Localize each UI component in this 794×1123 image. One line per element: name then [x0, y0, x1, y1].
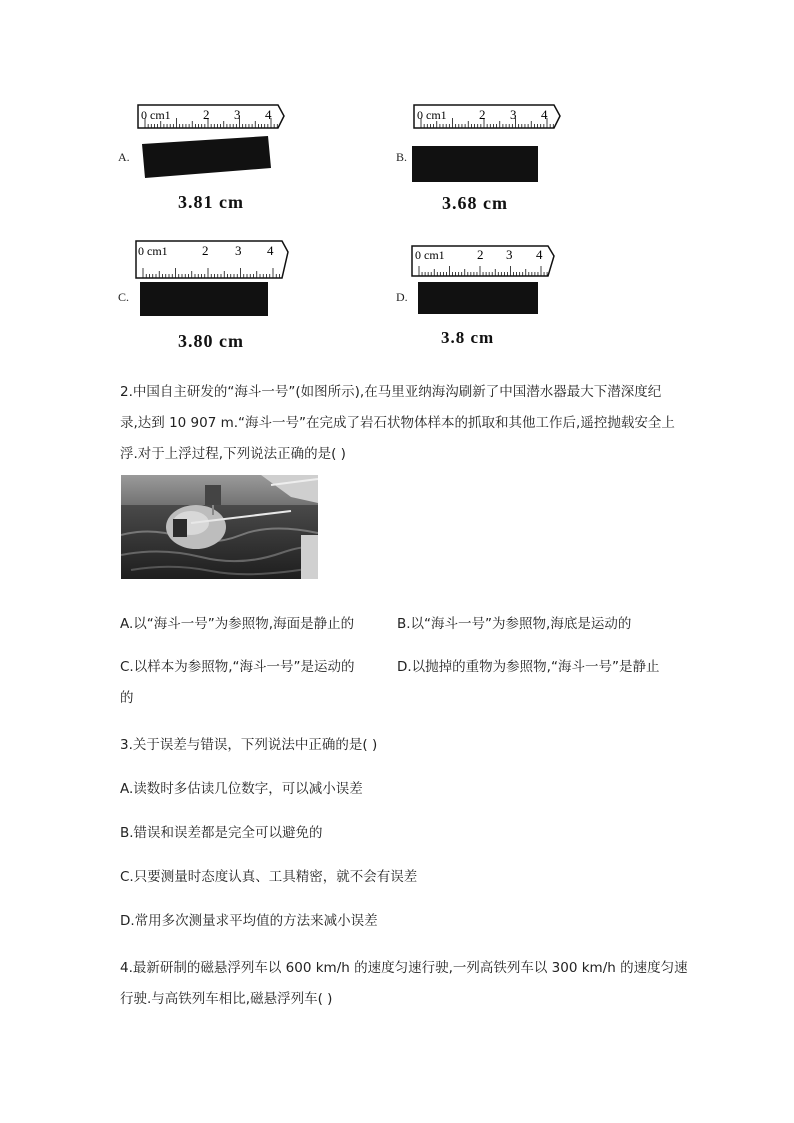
- q2-option-a: A.以“海斗一号”为参照物,海面是静止的: [120, 616, 355, 632]
- ruler-a-label-2: 2: [203, 107, 210, 122]
- ruler-a-label-3: 3: [234, 107, 241, 122]
- ruler-d-label-4: 4: [536, 247, 543, 262]
- q3-option-b: B.错误和误差都是完全可以避免的: [120, 825, 323, 841]
- reading-c: 3.80 cm: [178, 331, 244, 351]
- ruler-a-label-0: 0 cm1: [141, 108, 171, 122]
- q4-stem-line-1: 4.最新研制的磁悬浮列车以 600 km/h 的速度匀速行驶,一列高铁列车以 300 km/h 的速度匀速: [120, 960, 688, 976]
- ruler-d-label-0: 0 cm1: [415, 248, 445, 262]
- object-block-d: [418, 282, 538, 314]
- option-a-letter: A.: [118, 150, 130, 164]
- ruler-c-label-2: 2: [202, 243, 209, 258]
- q3-option-a: A.读数时多估读几位数字，可以减小误差: [120, 781, 363, 797]
- ruler-c-label-4: 4: [267, 243, 274, 258]
- q2-stem-line-1: 2.中国自主研发的“海斗一号”(如图所示),在马里亚纳海沟刷新了中国潜水器最大下潜深度纪: [120, 384, 662, 400]
- ruler-b-label-4: 4: [541, 107, 548, 122]
- option-b-letter: B.: [396, 150, 408, 164]
- q3-option-d: D.常用多次测量求平均值的方法来减小误差: [120, 913, 378, 929]
- reading-a: 3.81 cm: [178, 192, 244, 212]
- q2-option-b: B.以“海斗一号”为参照物,海底是运动的: [397, 616, 632, 632]
- object-block-c: [140, 282, 268, 316]
- submarine-illustration: [121, 475, 318, 579]
- ruler-b-label-3: 3: [510, 107, 517, 122]
- ruler-d-label-2: 2: [477, 247, 484, 262]
- object-block-b: [412, 146, 538, 182]
- ruler-a: [118, 100, 318, 190]
- ruler-b: [396, 100, 596, 190]
- ruler-a-label-4: 4: [265, 107, 272, 122]
- q4-stem-line-2: 行驶.与高铁列车相比,磁悬浮列车( ): [120, 991, 333, 1007]
- option-a-figure: [118, 100, 318, 220]
- q2-stem-line-3: 浮.对于上浮过程,下列说法正确的是( ): [120, 446, 346, 462]
- q2-stem-line-2: 录,达到 10 907 m.“海斗一号”在完成了岩石状物体样本的抓取和其他工作后,遥控抛载安全上: [120, 415, 675, 431]
- submarine-photo: [121, 475, 318, 579]
- option-b-figure: [396, 100, 596, 220]
- ruler-c-label-3: 3: [235, 243, 242, 258]
- q2-option-d-continued: 的: [120, 690, 134, 706]
- option-d-letter: D.: [396, 290, 408, 304]
- option-c-letter: C.: [118, 290, 130, 304]
- ruler-b-label-2: 2: [479, 107, 486, 122]
- q3-option-c: C.只要测量时态度认真、工具精密，就不会有误差: [120, 869, 418, 885]
- q3-stem: 3.关于误差与错误，下列说法中正确的是( ): [120, 737, 378, 753]
- reading-b: 3.68 cm: [442, 193, 508, 213]
- ruler-d-label-3: 3: [506, 247, 513, 262]
- option-d-figure: [396, 242, 596, 362]
- q2-option-c: C.以样本为参照物,“海斗一号”是运动的: [120, 659, 355, 675]
- reading-d: 3.8 cm: [441, 328, 495, 347]
- object-block-a: [142, 136, 271, 178]
- ruler-b-label-0: 0 cm1: [417, 108, 447, 122]
- q2-option-d: D.以抛掉的重物为参照物,“海斗一号”是静止: [397, 659, 660, 675]
- ruler-c-label-0: 0 cm1: [138, 244, 168, 258]
- ruler-c: [118, 238, 318, 328]
- ruler-d: [396, 242, 596, 332]
- option-c-figure: [118, 238, 318, 358]
